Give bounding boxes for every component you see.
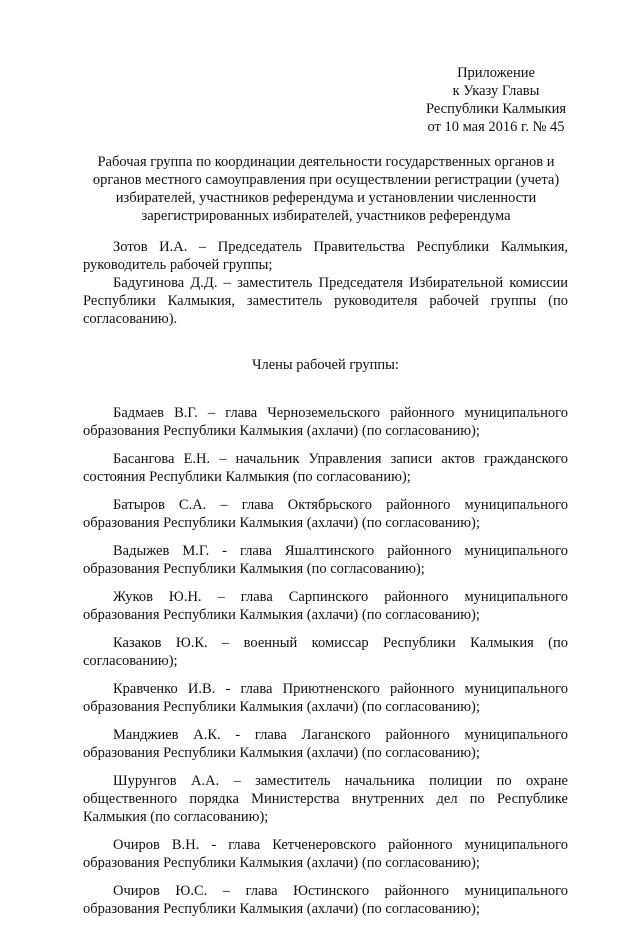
members-list xyxy=(83,404,568,918)
appendix-block xyxy=(396,64,596,136)
member-entry: Вадыжев М.Г. - глава Яшалтинского районного муниципального образования Республики Калмыкия (по согласованию); xyxy=(83,543,568,577)
leader-entry: Зотов И.А. – Председатель Правительства Республики Калмыкия, руководитель рабочей группы; xyxy=(83,239,568,273)
member-entry: Басангова Е.Н. – начальник Управления записи актов гражданского состояния Республики Калмыкия (по согласованию); xyxy=(83,451,568,485)
appendix-line: от 10 мая 2016 г. № 45 xyxy=(427,119,565,135)
member-entry: Шурунгов А.А. – заместитель начальника полиции по охране общественного порядка Министерства внутренних дел по Республике Калмыкия (по согласованию); xyxy=(83,773,568,825)
member-entry: Очиров В.Н. - глава Кетченеровского районного муниципального образования Республики Калмыкия (ахлачи) (по согласованию); xyxy=(83,837,568,871)
appendix-line: Приложение xyxy=(457,65,535,81)
member-entry: Манджиев А.К. - глава Лаганского районного муниципального образования Республики Калмыкия (ахлачи) (по согласованию); xyxy=(83,727,568,761)
appendix-line: к Указу Главы xyxy=(452,83,540,99)
member-entry: Бадмаев В.Г. – глава Черноземельского районного муниципального образования Республики Калмыкия (ахлачи) (по согласованию); xyxy=(83,405,568,439)
member-entry: Батыров С.А. – глава Октябрьского районного муниципального образования Республики Калмыкия (ахлачи) (по согласованию); xyxy=(83,497,568,531)
member-entry: Очиров Ю.С. – глава Юстинского районного муниципального образования Республики Калмыкия (ахлачи) (по согласованию); xyxy=(83,883,568,917)
leaders-list xyxy=(83,238,568,328)
document-title: Рабочая группа по координации деятельности государственных органов и органов местного самоуправления при осуществлении регистрации (учета) избирателей, участников референдума и установлении численности зарегистрированных избирателей, участников референдума xyxy=(92,154,560,224)
member-entry: Казаков Ю.К. – военный комиссар Республики Калмыкия (по согласованию); xyxy=(83,635,568,669)
member-entry: Жуков Ю.Н. – глава Сарпинского районного муниципального образования Республики Калмыкия (ахлачи) (по согласованию); xyxy=(83,589,568,623)
appendix-line: Республики Калмыкия xyxy=(425,101,567,117)
document-body xyxy=(83,238,568,928)
members-heading: Члены рабочей группы: xyxy=(252,357,399,373)
member-entry: Кравченко И.В. - глава Приютненского районного муниципального образования Республики Калмыкия (ахлачи) (по согласованию); xyxy=(83,681,568,715)
leader-entry: Бадугинова Д.Д. – заместитель Председателя Избирательной комиссии Республики Калмыкия, заместитель руководителя рабочей группы (по согласованию). xyxy=(83,275,568,327)
